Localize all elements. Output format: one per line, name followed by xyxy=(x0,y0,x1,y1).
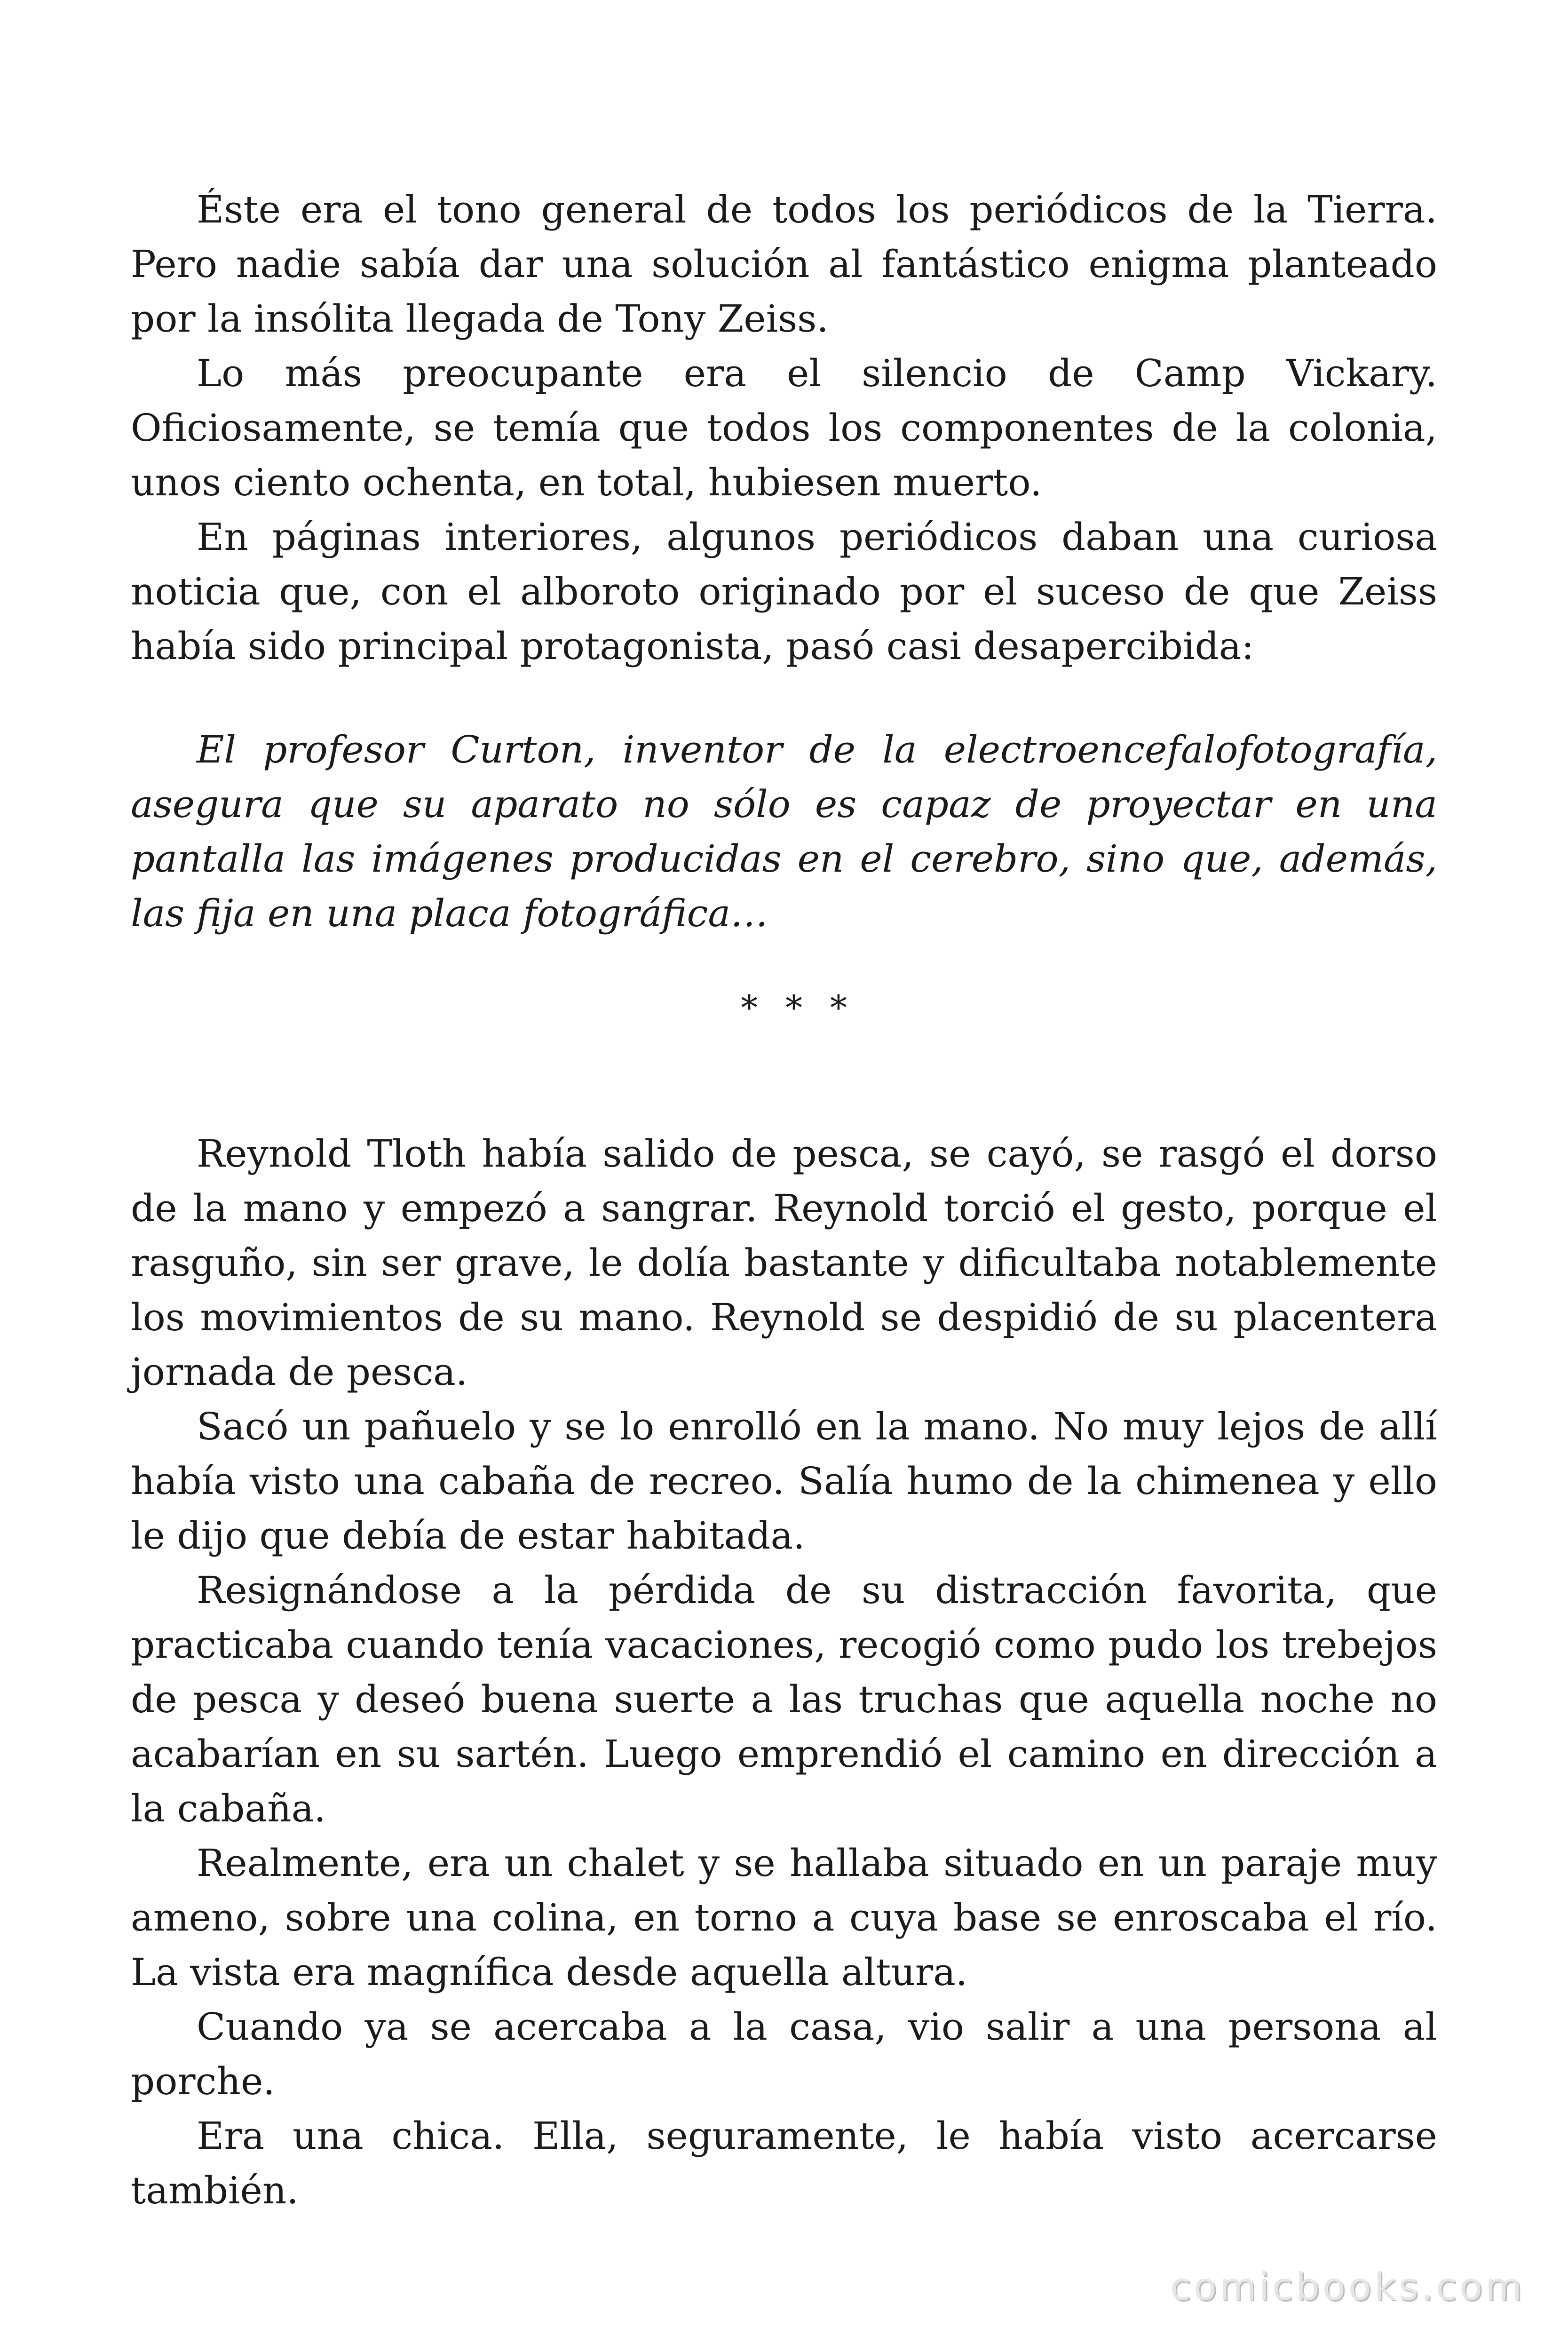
paragraph: Resignándose a la pérdida de su distracción favorita, que practicaba cuando tenía vacaciones, recogió como pudo los trebejos de pesca y deseó buena suerte a las truchas que aquella noche no acabarían en su sartén. Luego emprendió el camino en dirección a la cabaña. xyxy=(131,1568,1437,1830)
watermark-logo: comicbooks.com xyxy=(1170,2265,1525,2309)
paragraph: Realmente, era un chalet y se hallaba situado en un paraje muy ameno, sobre una colina, en torno a cuya base se enroscaba el río. La vista era magnífica desde aquella altura. xyxy=(131,1841,1437,1994)
text-block-top xyxy=(131,183,1437,674)
paragraph: Era una chica. Ella, seguramente, le había visto acercarse también. xyxy=(131,2114,1437,2212)
italic-quote xyxy=(131,723,1437,941)
section-separator: * * * xyxy=(741,988,855,1027)
paragraph: Cuando ya se acercaba a la casa, vio salir a una persona al porche. xyxy=(131,2005,1437,2103)
text-block-bottom xyxy=(131,1127,1437,2218)
quote-text: El profesor Curton, inventor de la electroencefalofotografía, asegura que su aparato no sólo es capaz de proyectar en una pantalla las imágenes producidas en el cerebro, sino que, además, las fija en una placa fotográfica… xyxy=(131,728,1437,935)
paragraph: En páginas interiores, algunos periódicos daban una curiosa noticia que, con el alboroto originado por el suceso de que Zeiss había sido principal protagonista, pasó casi desapercibida: xyxy=(131,515,1437,668)
paragraph: Sacó un pañuelo y se lo enrolló en la mano. No muy lejos de allí había visto una cabaña de recreo. Salía humo de la chimenea y ello le dijo que debía de estar habitada. xyxy=(131,1405,1437,1557)
paragraph: Éste era el tono general de todos los periódicos de la Tierra. Pero nadie sabía dar una solución al fantástico enigma planteado por la insólita llegada de Tony Zeiss. xyxy=(131,188,1437,341)
paragraph: Reynold Tloth había salido de pesca, se cayó, se rasgó el dorso de la mano y empezó a sangrar. Reynold torció el gesto, porque el rasguño, sin ser grave, le dolía bastante y dificultaba notablemente los movimientos de su mano. Reynold se despidió de su placentera jornada de pesca. xyxy=(131,1132,1437,1394)
paragraph: Lo más preocupante era el silencio de Camp Vickary. Oficiosamente, se temía que todos los componentes de la colonia, unos ciento ochenta, en total, hubiesen muerto. xyxy=(131,351,1437,504)
